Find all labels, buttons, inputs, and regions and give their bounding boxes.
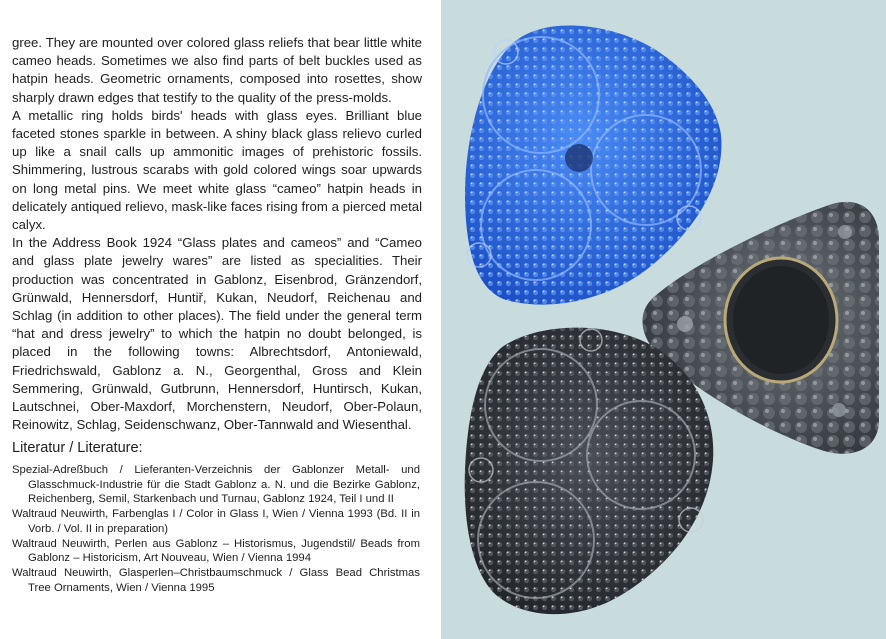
paragraph-3: In the Address Book 1924 “Glass plates and cameos” and “Cameo and glass plate jewelry wares” are listed as specialities. Their production was concentrated in Gablonz, Eisenbrod, Gränzendorf, Grünwald, Hennersdorf, Huntiř, Kukan, Neudorf, Reichenau and Schlag (in addition to other places). The field under the general term “hat and dress jewelry” to which the hatpin no doubt belonged, is placed in the following towns: Albrechtsdorf, Antoniewald, Friedrichswald, Gablonz a. N., Georgenthal, Gross and Klein Semmering, Grünwald, Gutbrunn, Hennersdorf, Huntirsch, Kukan, Lautschnei, Ober-Maxdorf, Morchenstern, Neudorf, Ober-Polaun, Reinowitz, Schlag, Seidenschwanz, Ober-Tannwald and Wiesenthal. — [12, 235, 422, 433]
paragraph-2: A metallic ring holds birds' heads with glass eyes. Brilliant blue faceted stones sparkle in between. A shiny black glass relievo curled up like a snail calls up ammonitic images of prehistoric fossils. Shimmering, lustrous scarabs with gold colored wings soar upwards on long metal pins. We meet white glass “cameo” hatpin heads in delicately antiqued relievo, mask-like faces rising from a pierced metal calyx. — [12, 107, 422, 233]
literature-entry: Waltraud Neuwirth, Farbenglas I / Color in Glass I, Wien / Vienna 1993 (Bd. II in Vorb. / Vol. II in preparation) — [12, 508, 420, 535]
literature-entry: Waltraud Neuwirth, Glasperlen–Christbaumschmuck / Glass Bead Christmas Tree Ornaments, Wien / Vienna 1995 — [12, 566, 420, 594]
paragraph-1: gree. They are mounted over colored glass reliefs that bear little white cameo heads. Sometimes we also find parts of belt buckles used as hatpin heads. Geometric ornaments, composed into rosettes, show sharply drawn edges that testify to the quality of the press-molds. — [12, 35, 422, 105]
literature-entry: Spezial-Adreßbuch / Lieferanten-Verzeichnis der Gablonzer Metall- und Glasschmuck-Industrie für die Stadt Gablonz a. N. und die Bezirke Gablonz, Reichenberg, Semil, Starkenbach und Turnau, Gablonz 1924, Teil I und II — [12, 464, 420, 506]
blue-glass-plate — [465, 26, 722, 305]
photo-panel — [441, 0, 886, 639]
literature-list — [12, 463, 420, 595]
body-text — [12, 34, 422, 434]
literature-heading: Literatur / Literature: — [12, 440, 143, 456]
glass-plates-photo — [441, 0, 886, 639]
text-page — [0, 0, 438, 639]
black-glass-plate — [465, 328, 714, 615]
literature-entry: Waltraud Neuwirth, Perlen aus Gablonz – Historismus, Jugendstil/ Beads from Gablonz – Historicism, Art Nouveau, Wien / Vienna 1994 — [12, 537, 420, 565]
